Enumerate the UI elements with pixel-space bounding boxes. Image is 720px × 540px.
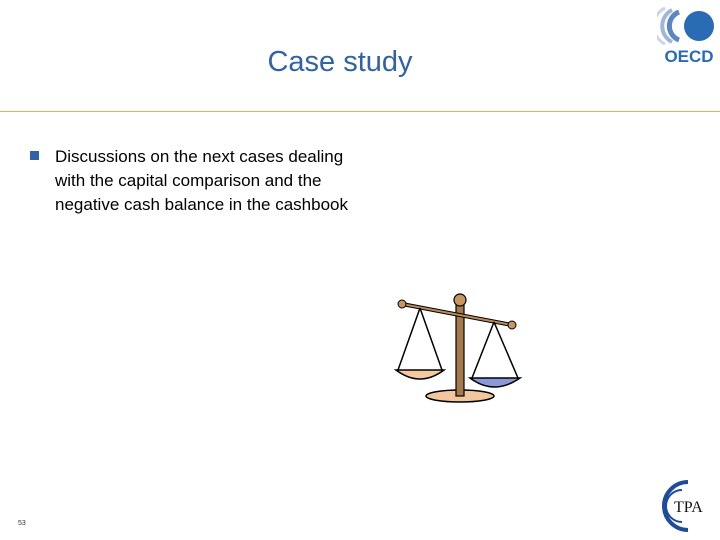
tpa-logo-text: TPA — [674, 499, 703, 516]
slide-title: Case study — [267, 46, 413, 78]
title-divider — [0, 111, 720, 112]
oecd-logo-text: OECD — [664, 47, 714, 64]
square-bullet-icon — [30, 151, 39, 160]
oecd-logo — [657, 4, 717, 64]
tpa-logo — [662, 478, 718, 534]
bullet-text: Discussions on the next cases dealing with the capital comparison and the negative cash balance in the cashbook — [55, 147, 348, 214]
balance-scale-icon — [392, 290, 527, 405]
slide-number: 53 — [18, 520, 26, 527]
